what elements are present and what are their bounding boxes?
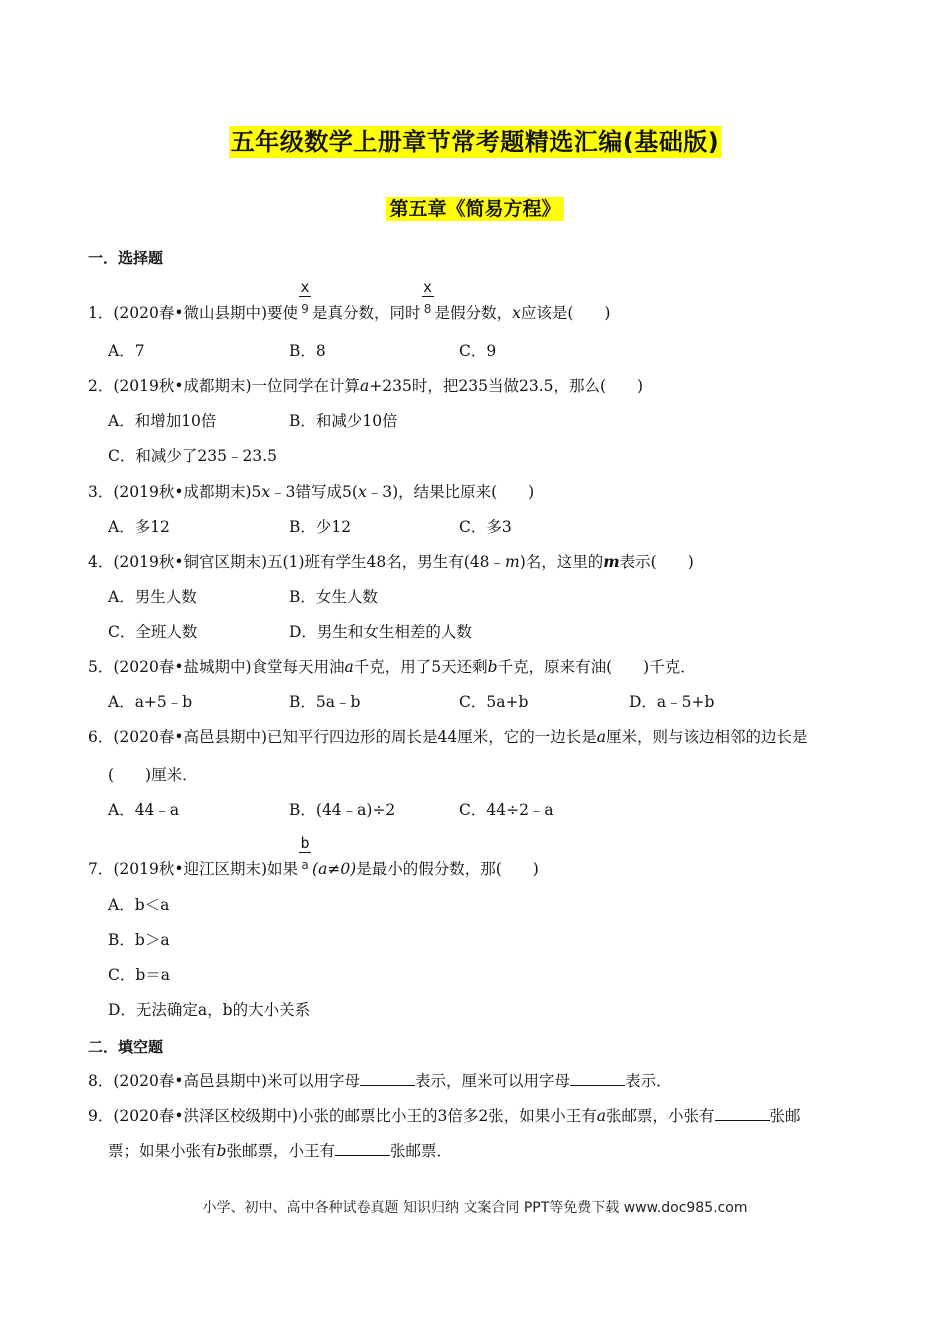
q9-line2-c: 张邮票． [389,1142,452,1160]
q3-text-c: ﹣3)，结果比原来( ) [366,483,535,501]
fraction-b-over-a [298,834,312,879]
question-2 [88,376,643,396]
q4-text-c: 表示( ) [619,553,694,571]
q4-variable: m [505,553,520,571]
frac-numerator: b [300,834,310,852]
q4-option-d: D．男生和女生相差的人数 [289,623,472,641]
q4-option-a: A．男生人数 [108,588,197,606]
q7-condition: (a≠0) [312,860,357,878]
q4-variable-bold: m [603,552,620,571]
fraction-x-over-9 [298,278,312,323]
frac-denominator: 8 [423,302,432,316]
q6-option-b: B．(44﹣a)÷2 [289,801,396,819]
q7-option-a: A．b＜a [108,896,170,914]
frac-denominator: a [301,858,309,872]
question-1 [88,278,611,323]
q5-option-a: A．a+5﹣b [108,693,193,711]
question-7 [88,834,539,879]
q4-text-b: )名，这里的 [519,553,604,571]
q5-option-c: C．5a+b [459,693,529,711]
q8-text-a: 8．(2020春•高邑县期中)米可以用字母 [88,1072,361,1090]
q3-option-b: B．少12 [289,518,352,536]
q8-text-b: 表示，厘米可以用字母 [415,1072,571,1090]
q3-text-a: 3．(2019秋•成都期末)5 [88,483,262,501]
q5-option-d: D．a﹣5+b [629,693,715,711]
q1-option-b: B．8 [289,342,326,360]
q5-option-b: B．5a﹣b [289,693,361,711]
q6-option-c: C．44÷2﹣a [459,801,554,819]
q3-variable: x [357,483,367,501]
q7-prefix: 7．(2019秋•迎江区期末)如果 [88,860,299,878]
q7-suffix: 是最小的假分数，那( ) [356,860,539,878]
frac-denominator: 9 [301,302,309,316]
q4-text-a: 4．(2019秋•铜官区期末)五(1)班有学生48名，男生有(48﹣ [88,553,505,571]
q9-text-a: 9．(2020春•洪泽区校级期中)小张的邮票比小王的3倍多2张，如果小王有 [88,1107,597,1125]
q2-option-a: A．和增加10倍 [108,412,217,430]
q1-suffix-b: 应该是( ) [520,304,611,322]
q9-text-b: 张邮票，小张有 [606,1107,715,1125]
title-text: 五年级数学上册章节常考题精选汇编(基础版) [230,128,720,156]
question-3 [88,482,534,502]
q2-text-a: 2．(2019秋•成都期末)一位同学在计算 [88,377,361,395]
answer-blank[interactable] [715,1106,770,1121]
answer-blank[interactable] [570,1071,625,1086]
question-6-line-2: ( )厘米． [108,766,198,784]
q9-line2-a: 票；如果小张有 [108,1142,217,1160]
q9-variable: b [216,1142,227,1160]
q1-mid: 是真分数，同时 [312,304,421,322]
q4-option-c: C．全班人数 [108,623,198,641]
q3-variable: x [261,483,271,501]
q6-variable: a [596,728,607,746]
question-5 [88,657,696,677]
q9-text-c: 张邮 [769,1107,801,1125]
q5-text-b: 千克，用了5天还剩 [353,658,488,676]
answer-blank[interactable] [360,1071,415,1086]
question-9-line-2 [108,1141,452,1161]
q1-variable: x [512,304,521,322]
q1-option-c: C．9 [459,342,497,360]
q7-option-d: D．无法确定a，b的大小关系 [108,1001,311,1019]
q4-option-b: B．女生人数 [289,588,378,606]
q7-option-c: C．b＝a [108,966,171,984]
q7-option-b: B．b＞a [108,931,170,949]
q5-text-a: 5．(2020春•盐城期中)食堂每天用油 [88,658,345,676]
q5-text-c: 千克，原来有油( )千克． [497,658,696,676]
chapter-title-text: 第五章《简易方程》 [386,197,563,221]
fraction-x-over-8 [421,278,435,323]
q3-option-c: C．多3 [459,518,512,536]
q3-option-a: A．多12 [108,518,170,536]
q2-option-b: B．和减少10倍 [289,412,398,430]
chapter-title [0,194,950,221]
q1-prefix: 1．(2020春•微山县期中)要使 [88,304,299,322]
q3-text-b: ﹣3错写成5( [270,483,358,501]
q6-text-a: 6．(2020春•高邑县期中)已知平行四边形的周长是44厘米，它的一边长是 [88,728,597,746]
section-fill-heading: 二．填空题 [88,1038,164,1056]
q8-text-c: 表示． [625,1072,672,1090]
frac-numerator: x [300,278,310,296]
q2-text-b: +235时，把235当做23.5，那么( ) [369,377,644,395]
question-4 [88,552,694,572]
q1-option-a: A．7 [108,342,145,360]
q5-variable: a [344,658,354,676]
frac-numerator: x [423,278,433,296]
q9-variable: a [596,1107,607,1125]
question-9 [88,1106,801,1126]
page-footer: 小学、初中、高中各种试卷真题 知识归纳 文案合同 PPT等免费下载 www.doc985.com [202,1200,748,1216]
q5-variable: b [487,658,498,676]
question-6 [88,727,808,747]
q2-variable: a [360,377,370,395]
q6-text-b: 厘米，则与该边相邻的边长是 [606,728,808,746]
q6-option-a: A．44﹣a [108,801,180,819]
question-8 [88,1071,672,1091]
section-choice-heading: 一．选择题 [88,249,164,267]
q2-option-c: C．和减少了235﹣23.5 [108,447,277,465]
answer-blank[interactable] [335,1141,390,1156]
q9-line2-b: 张邮票，小王有 [226,1142,335,1160]
q1-suffix-a: 是假分数， [434,304,513,322]
page-title [0,122,950,157]
